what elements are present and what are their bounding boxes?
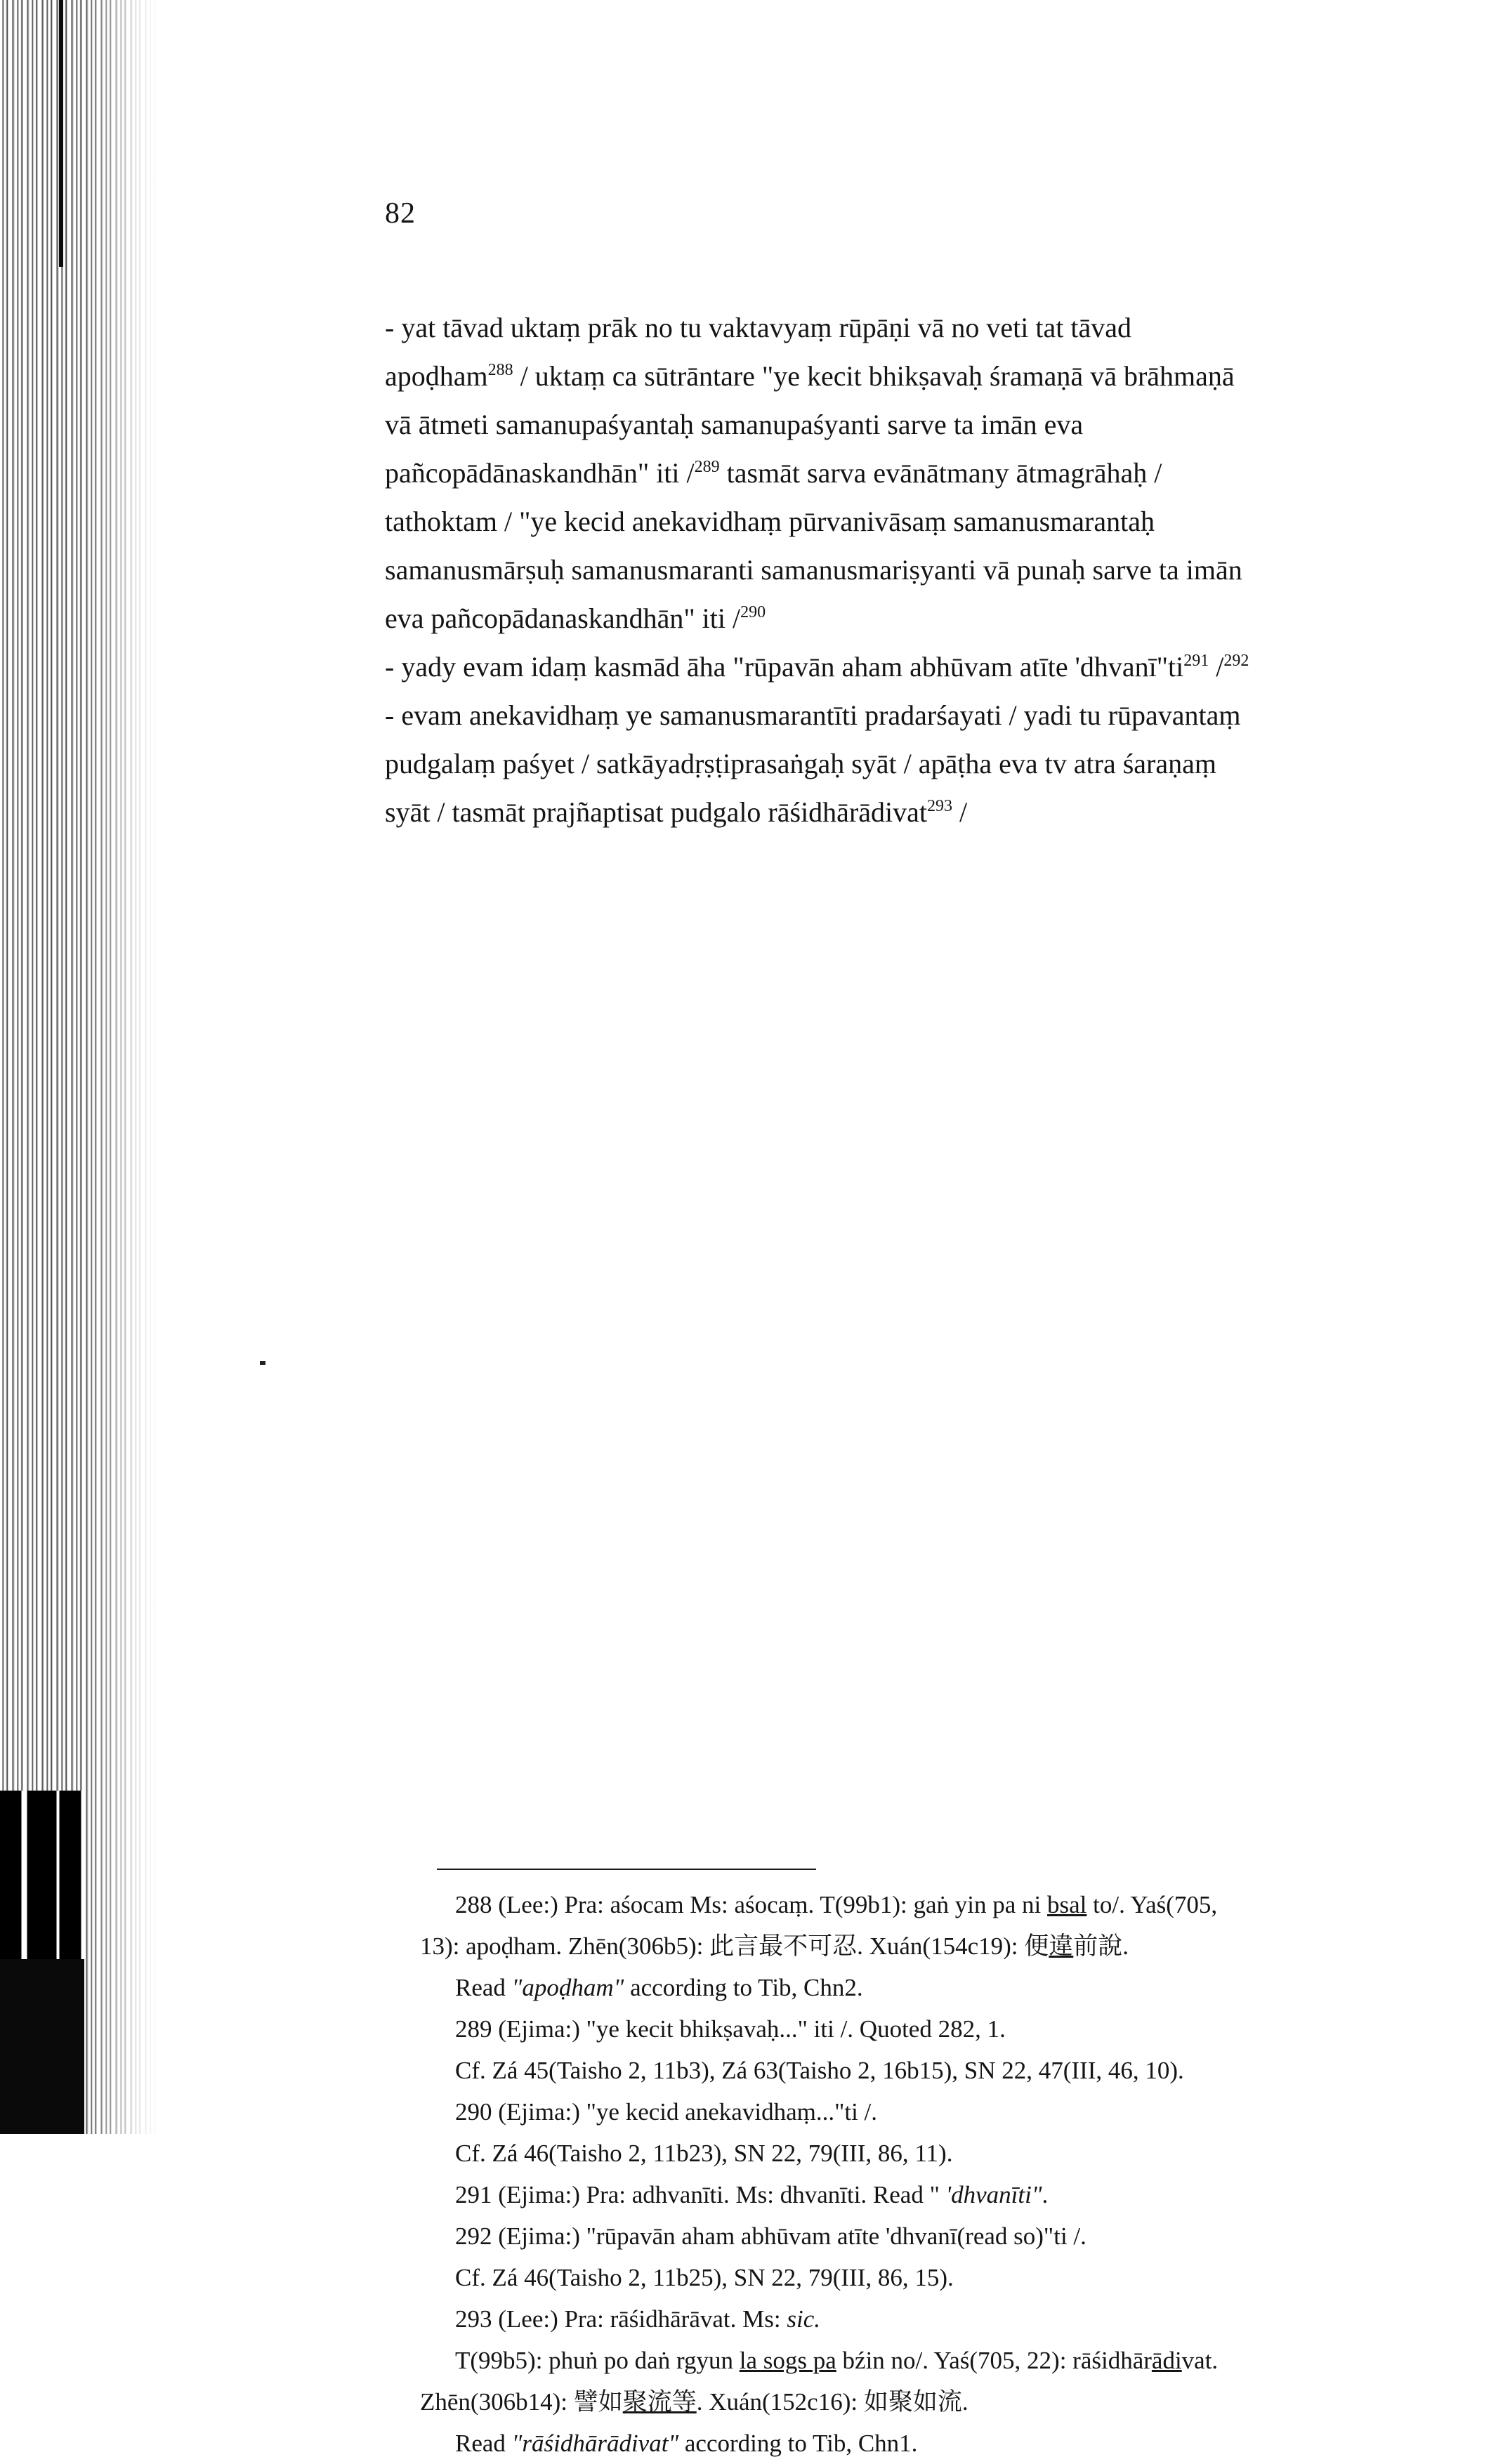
- text-span: / uktaṃ ca sūtrāntare "ye kecit bhikṣavaḥ śramaṇā vā brāhmaṇā: [513, 360, 1235, 392]
- text-span: pañcopādānaskandhān" iti /: [385, 457, 695, 489]
- footnote-ref: 292: [1223, 652, 1249, 670]
- footnote-ref: 291: [1183, 652, 1209, 670]
- text-line: [385, 449, 1410, 497]
- text-line: [385, 643, 1410, 691]
- text-span: to/. Yaś(705,: [1086, 1891, 1218, 1918]
- spine-fade: [84, 0, 162, 2134]
- text-line: [385, 352, 1410, 400]
- footnote-ref: 289: [694, 458, 720, 476]
- text-line: [385, 691, 1410, 739]
- text-span: - yady evam idaṃ kasmād āha "rūpavān aham abhūvam atīte 'dhvanī"ti: [385, 651, 1184, 683]
- underlined-text: 聚流等: [622, 2388, 697, 2416]
- footnote-289-line: 289 (Ejima:) "ye kecit bhikṣavaḥ..." iti /. Quoted 282, 1.: [455, 2015, 1006, 2043]
- italic-text: 'dhvanīti": [945, 2181, 1042, 2208]
- footnote-ref: 290: [740, 603, 766, 621]
- text-span: 288 (Lee:) Pra: aśocam Ms: aśocaṃ. T(99b1): gaṅ yin pa ni: [455, 1891, 1048, 1918]
- text-line: [385, 303, 1410, 352]
- footnote-293-line: [420, 2423, 1417, 2464]
- text-span: eva pañcopādanaskandhān" iti /: [385, 602, 741, 634]
- footnote-293-line: [420, 2381, 1417, 2423]
- footnote-293-line: [420, 2298, 1417, 2340]
- underlined-text: 違: [1049, 1932, 1074, 1960]
- footnote-291-line: [420, 2174, 1417, 2215]
- text-span: 前說.: [1073, 1932, 1129, 1960]
- footnotes-section: [420, 1884, 1417, 2464]
- text-span: 291 (Ejima:) Pra: adhvanīti. Ms: dhvanīti. Read ": [455, 2181, 946, 2208]
- text-span: according to Tib, Chn1.: [678, 2430, 918, 2457]
- text-span: - evam anekavidhaṃ ye samanusmarantīti pradarśayati / yadi tu rūpavantaṃ: [385, 699, 1241, 731]
- footnote-288-line: [420, 1884, 1417, 1925]
- footnote-289-line: Cf. Zá 45(Taisho 2, 11b3), Zá 63(Taisho 2, 16b15), SN 22, 47(III, 46, 10).: [455, 2057, 1184, 2084]
- page-number: 82: [385, 197, 416, 230]
- text-line: [385, 497, 1410, 546]
- text-span: samanusmārṣuḥ samanusmaranti samanusmariṣyanti vā punaḥ sarve ta imān: [385, 554, 1242, 586]
- text-span: - yat tāvad uktaṃ prāk no tu vaktavyaṃ rūpāṇi vā no veti tat tāvad: [385, 312, 1131, 343]
- italic-text: sic.: [787, 2305, 820, 2333]
- footnote-292-line: 292 (Ejima:) "rūpavān aham abhūvam atīte 'dhvanī(read so)"ti /.: [455, 2222, 1086, 2250]
- text-span: 13): apoḍham. Zhēn(306b5): 此言最不可忍. Xuán(154c19): 便: [420, 1932, 1049, 1960]
- footnote-divider: [437, 1869, 816, 1870]
- footnote-292-line: Cf. Zá 46(Taisho 2, 11b25), SN 22, 79(III, 86, 15).: [455, 2264, 954, 2291]
- scan-speck: [260, 1361, 265, 1365]
- spine-shadow-band: [0, 1791, 84, 1959]
- text-span: /: [952, 796, 968, 828]
- footnote-290-line: 290 (Ejima:) "ye kecid anekavidhaṃ..."ti /.: [455, 2098, 878, 2126]
- text-span: Zhēn(306b14): 譬如: [420, 2388, 623, 2416]
- italic-text: "rāśidhārādivat": [511, 2430, 679, 2457]
- text-span: tathoktam / "ye kecid anekavidhaṃ pūrvanivāsaṃ samanusmarantaḥ: [385, 506, 1155, 537]
- underlined-text: la sogs pa: [739, 2347, 836, 2374]
- footnote-288-line: [420, 1967, 1417, 2008]
- footnote-ref: 288: [487, 361, 513, 379]
- text-span: syāt / tasmāt prajñaptisat pudgalo rāśidhārādivat: [385, 796, 927, 828]
- footnote-ref: 293: [927, 797, 952, 815]
- text-line: [385, 788, 1410, 836]
- text-span: apoḍham: [385, 360, 488, 392]
- text-span: pudgalaṃ paśyet / satkāyadṛṣṭiprasaṅgaḥ syāt / apāṭha eva tv atra śaraṇaṃ: [385, 748, 1216, 779]
- text-span: T(99b5): phuṅ po daṅ rgyun: [455, 2347, 740, 2374]
- text-span: according to Tib, Chn2.: [624, 1974, 863, 2001]
- text-span: vā ātmeti samanupaśyantaḥ samanupaśyanti sarve ta imān eva: [385, 409, 1084, 440]
- footnote-290-line: Cf. Zá 46(Taisho 2, 11b23), SN 22, 79(III, 86, 11).: [455, 2140, 953, 2167]
- text-span: tasmāt sarva evānātmany ātmagrāhaḥ /: [719, 457, 1162, 489]
- spine-dark-block: [0, 1959, 84, 2134]
- text-span: vat.: [1181, 2347, 1219, 2374]
- text-span: /: [1209, 651, 1224, 683]
- text-span: bźin no/. Yaś(705, 22): rāśidhār: [836, 2347, 1152, 2374]
- text-line: [385, 739, 1410, 788]
- spine-shadow: [59, 0, 63, 267]
- text-span: Read: [455, 1974, 512, 2001]
- italic-text: "apoḍham": [511, 1974, 624, 2001]
- text-span: . Xuán(152c16): 如聚如流.: [696, 2388, 969, 2416]
- text-line: [385, 400, 1410, 449]
- underlined-text: bsal: [1047, 1891, 1087, 1918]
- footnote-293-line: [420, 2340, 1417, 2381]
- text-span: 293 (Lee:) Pra: rāśidhārāvat. Ms:: [455, 2305, 787, 2333]
- footnote-288-line: [420, 1925, 1417, 1967]
- main-text-body: [385, 303, 1410, 836]
- text-line: [385, 546, 1410, 594]
- text-span: Read: [455, 2430, 512, 2457]
- text-line: [385, 594, 1410, 643]
- text-span: .: [1042, 2181, 1049, 2208]
- underlined-text: ādi: [1151, 2347, 1182, 2374]
